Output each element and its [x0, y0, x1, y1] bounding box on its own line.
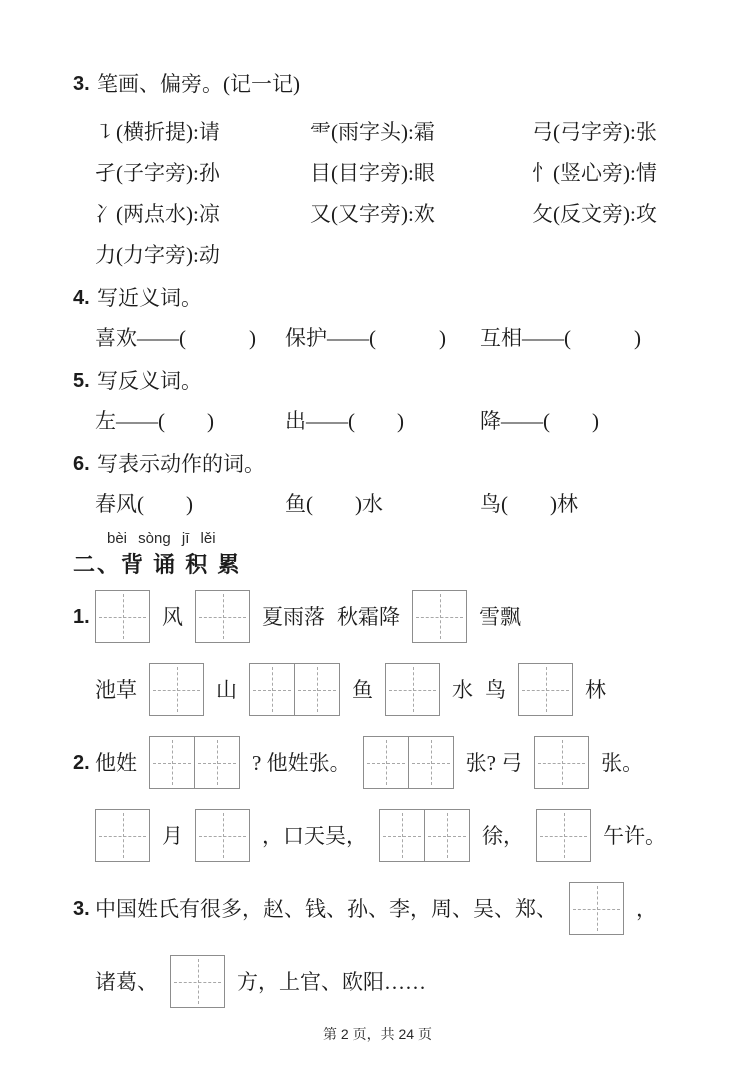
writing-grid-box: [412, 590, 467, 643]
action-word-entry: 春风( ): [95, 492, 193, 516]
radical-list: [95, 118, 755, 269]
recitation-text: 鸟: [485, 677, 506, 702]
section-strokes-heading: [73, 70, 755, 98]
section-title: 笔画、偏旁。(记一记): [97, 72, 300, 96]
antonym-entry: 出——( ): [285, 409, 404, 433]
writing-grid-box: [249, 663, 340, 716]
grid-cell: [96, 810, 149, 861]
writing-grid-box: [149, 663, 204, 716]
grid-cell: [519, 664, 572, 715]
recitation-text: 方，上官、欧阳……: [237, 969, 426, 994]
recitation-line: [73, 736, 755, 789]
grid-cell: [250, 664, 294, 715]
recitation-text: 鱼: [352, 677, 373, 702]
recitation-text: 徐，: [482, 823, 524, 848]
action-word-entry: 鱼( )水: [285, 492, 383, 516]
recitation-text: 月: [162, 823, 183, 848]
writing-grid-box: [379, 809, 470, 862]
antonym-entry: 降——( ): [480, 409, 599, 433]
radical-entry: 力(力字旁):动: [95, 243, 220, 267]
section-number: 二、: [73, 552, 122, 577]
grid-cell: [380, 810, 424, 861]
recitation-text: 中国姓氏有很多，赵、钱、孙、李，周、吴、郑、: [95, 896, 557, 921]
radical-entry: 攵(反文旁):攻: [532, 202, 657, 226]
writing-grid-box: [195, 809, 250, 862]
section-recitation-heading: [73, 550, 755, 580]
recitation-text: 他姓: [95, 750, 137, 775]
grid-cell: [171, 956, 224, 1007]
synonym-entry: 保护——( ): [285, 326, 446, 350]
recitation-item: [0, 736, 755, 862]
writing-grid-box: [569, 882, 624, 935]
grid-cell: [424, 810, 469, 861]
recitation-text: 水: [452, 677, 473, 702]
recitation-text: 秋霜降: [337, 604, 400, 629]
recitation-item: [0, 590, 755, 716]
recitation-text: 雪飘: [479, 604, 521, 629]
section-antonyms-heading: [73, 367, 755, 395]
recitation-text: 夏雨落: [262, 604, 325, 629]
section-number: 4.: [73, 287, 90, 309]
writing-grid-box: [95, 809, 150, 862]
grid-cell: [408, 737, 453, 788]
radical-entry: 目(目字旁):眼: [310, 161, 435, 185]
page-footer: 第 2 页，共 24 页: [323, 1026, 432, 1042]
grid-cell: [196, 810, 249, 861]
grid-cell: [150, 664, 203, 715]
section-number: 3.: [73, 73, 90, 95]
writing-grid-box: [385, 663, 440, 716]
radical-entry: ㇊(横折提):请: [95, 120, 220, 144]
radical-entry: 又(又字旁):欢: [310, 202, 435, 226]
recitation-text: 张? 弓: [465, 750, 523, 775]
grid-cell: [570, 883, 623, 934]
recitation-item: [0, 882, 755, 1008]
recitation-text: ? 他姓张。: [252, 750, 351, 775]
recitation-text: 诸葛、: [95, 969, 158, 994]
grid-cell: [413, 591, 466, 642]
section-title: 写近义词。: [97, 286, 202, 310]
antonym-entry: 左——( ): [95, 409, 214, 433]
recitation-text: 张。: [601, 750, 644, 775]
writing-grid-box: [518, 663, 573, 716]
antonym-list: [95, 407, 755, 435]
radical-entry: 弓(弓字旁):张: [532, 120, 657, 144]
writing-grid-box: [536, 809, 591, 862]
grid-cell: [537, 810, 590, 861]
section-synonyms-heading: [73, 284, 755, 312]
writing-grid-box: [363, 736, 454, 789]
recitation-text: ，口天吴，: [262, 823, 367, 848]
recitation-text: 林: [585, 677, 606, 702]
grid-cell: [386, 664, 439, 715]
grid-cell: [535, 737, 588, 788]
action-word-list: [95, 490, 755, 518]
grid-cell: [294, 664, 339, 715]
item-number: 3.: [73, 897, 90, 920]
action-word-entry: 鸟( )林: [480, 492, 578, 516]
recitation-text: 山: [216, 677, 237, 702]
writing-grid-box: [95, 590, 150, 643]
radical-entry: 忄(竖心旁):情: [532, 161, 657, 185]
grid-cell: [194, 737, 239, 788]
recitation-line: [73, 590, 755, 643]
grid-cell: [364, 737, 408, 788]
section-title: 背 诵 积 累: [121, 552, 242, 577]
section-number: 5.: [73, 370, 90, 392]
recitation-line: [95, 809, 755, 862]
grid-cell: [96, 591, 149, 642]
grid-cell: [150, 737, 194, 788]
writing-grid-box: [170, 955, 225, 1008]
recitation-items: [0, 590, 755, 1008]
synonym-entry: 互相——( ): [480, 326, 641, 350]
grid-cell: [196, 591, 249, 642]
recitation-text: 池草: [95, 677, 137, 702]
writing-grid-box: [195, 590, 250, 643]
section-action-words-heading: [73, 450, 755, 478]
section-title: 写表示动作的词。: [97, 452, 265, 476]
section-title: 写反义词。: [97, 369, 202, 393]
synonym-list: [95, 324, 755, 352]
pinyin-label: bèi sòng jī lěi: [107, 530, 216, 547]
item-number: 2.: [73, 751, 90, 774]
section-number: 6.: [73, 453, 90, 475]
recitation-line: [73, 882, 755, 935]
synonym-entry: 喜欢——( ): [95, 326, 256, 350]
recitation-text: ，: [636, 896, 657, 921]
writing-grid-box: [149, 736, 240, 789]
recitation-line: [95, 955, 755, 1008]
recitation-line: [95, 663, 755, 716]
recitation-text: 风: [162, 604, 183, 629]
item-number: 1.: [73, 605, 90, 628]
recitation-text: 午许。: [603, 823, 666, 848]
writing-grid-box: [534, 736, 589, 789]
radical-entry: 孑(子字旁):孙: [95, 161, 220, 185]
radical-entry: ⻗(雨字头):霜: [310, 120, 435, 144]
radical-entry: 冫(两点水):凉: [95, 202, 220, 226]
